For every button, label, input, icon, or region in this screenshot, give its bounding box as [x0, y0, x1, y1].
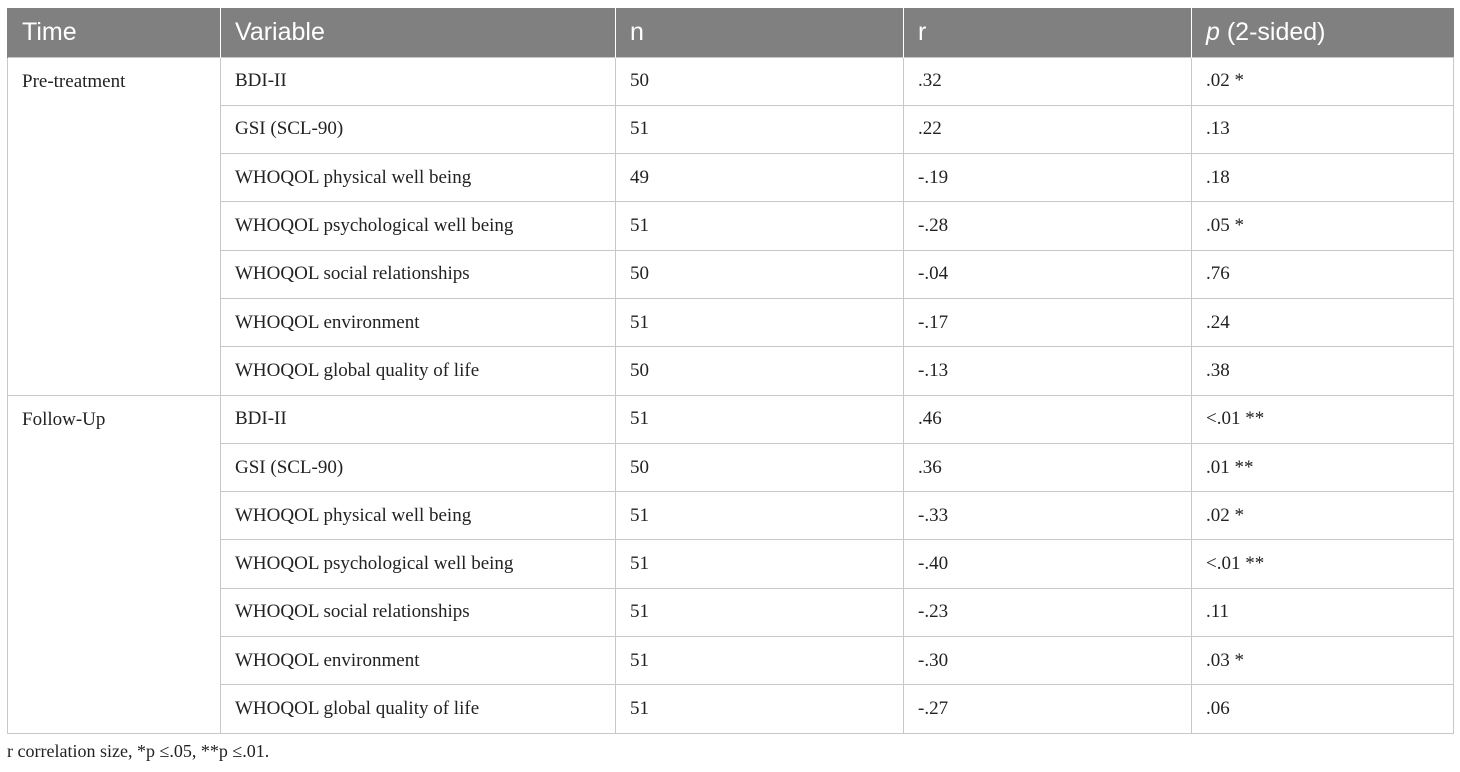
variable-cell: BDI-II [221, 57, 616, 105]
table-header [8, 8, 1454, 57]
variable-cell: WHOQOL psychological well being [221, 202, 616, 250]
variable-cell: GSI (SCL-90) [221, 105, 616, 153]
p-cell: .13 [1192, 105, 1454, 153]
r-cell: -.23 [904, 588, 1192, 636]
n-cell: 51 [616, 105, 904, 153]
p-cell: .18 [1192, 154, 1454, 202]
p-cell: .02 * [1192, 57, 1454, 105]
header-p [1192, 8, 1454, 57]
n-cell: 51 [616, 202, 904, 250]
p-cell: .76 [1192, 250, 1454, 298]
variable-cell: WHOQOL environment [221, 637, 616, 685]
header-r: r [904, 8, 1192, 57]
p-cell: <.01 ** [1192, 395, 1454, 443]
r-cell: -.27 [904, 685, 1192, 733]
table-row [8, 588, 1454, 636]
r-cell: -.28 [904, 202, 1192, 250]
table-row [8, 250, 1454, 298]
variable-cell: WHOQOL social relationships [221, 250, 616, 298]
table-row [8, 443, 1454, 491]
n-cell: 51 [616, 588, 904, 636]
variable-cell: WHOQOL environment [221, 298, 616, 346]
n-cell: 51 [616, 540, 904, 588]
header-row [8, 8, 1454, 57]
p-cell: .24 [1192, 298, 1454, 346]
table-footnote: r correlation size, *p ≤.05, **p ≤.01. [7, 741, 270, 761]
table-body [8, 57, 1454, 733]
n-cell: 50 [616, 57, 904, 105]
n-cell: 50 [616, 443, 904, 491]
variable-cell: WHOQOL psychological well being [221, 540, 616, 588]
r-cell: -.17 [904, 298, 1192, 346]
table-row [8, 685, 1454, 733]
variable-cell: WHOQOL physical well being [221, 154, 616, 202]
n-cell: 51 [616, 637, 904, 685]
p-cell: .01 ** [1192, 443, 1454, 491]
r-cell: .36 [904, 443, 1192, 491]
table-row [8, 347, 1454, 395]
correlation-table-container [7, 8, 1453, 734]
n-cell: 51 [616, 685, 904, 733]
n-cell: 51 [616, 492, 904, 540]
table-row [8, 492, 1454, 540]
p-cell: .05 * [1192, 202, 1454, 250]
r-cell: -.33 [904, 492, 1192, 540]
p-cell: <.01 ** [1192, 540, 1454, 588]
variable-cell: BDI-II [221, 395, 616, 443]
header-variable: Variable [221, 8, 616, 57]
n-cell: 51 [616, 298, 904, 346]
n-cell: 51 [616, 395, 904, 443]
time-group-cell: Follow-Up [8, 395, 221, 733]
header-p-symbol: p [1206, 17, 1220, 46]
correlation-table [7, 8, 1454, 734]
header-n: n [616, 8, 904, 57]
table-row [8, 105, 1454, 153]
r-cell: -.13 [904, 347, 1192, 395]
r-cell: .32 [904, 57, 1192, 105]
p-cell: .03 * [1192, 637, 1454, 685]
p-cell: .11 [1192, 588, 1454, 636]
variable-cell: WHOQOL physical well being [221, 492, 616, 540]
p-cell: .38 [1192, 347, 1454, 395]
table-row [8, 154, 1454, 202]
table-row [8, 202, 1454, 250]
p-cell: .02 * [1192, 492, 1454, 540]
n-cell: 50 [616, 250, 904, 298]
r-cell: -.19 [904, 154, 1192, 202]
table-row [8, 298, 1454, 346]
variable-cell: WHOQOL global quality of life [221, 685, 616, 733]
r-cell: .22 [904, 105, 1192, 153]
n-cell: 49 [616, 154, 904, 202]
header-p-label: (2-sided) [1219, 17, 1326, 46]
variable-cell: GSI (SCL-90) [221, 443, 616, 491]
r-cell: .46 [904, 395, 1192, 443]
p-cell: .06 [1192, 685, 1454, 733]
table-row [8, 540, 1454, 588]
variable-cell: WHOQOL global quality of life [221, 347, 616, 395]
header-time: Time [8, 8, 221, 57]
r-cell: -.40 [904, 540, 1192, 588]
r-cell: -.30 [904, 637, 1192, 685]
time-group-cell: Pre-treatment [8, 57, 221, 395]
r-cell: -.04 [904, 250, 1192, 298]
variable-cell: WHOQOL social relationships [221, 588, 616, 636]
table-row [8, 637, 1454, 685]
n-cell: 50 [616, 347, 904, 395]
table-row [8, 395, 1454, 443]
table-row [8, 57, 1454, 105]
